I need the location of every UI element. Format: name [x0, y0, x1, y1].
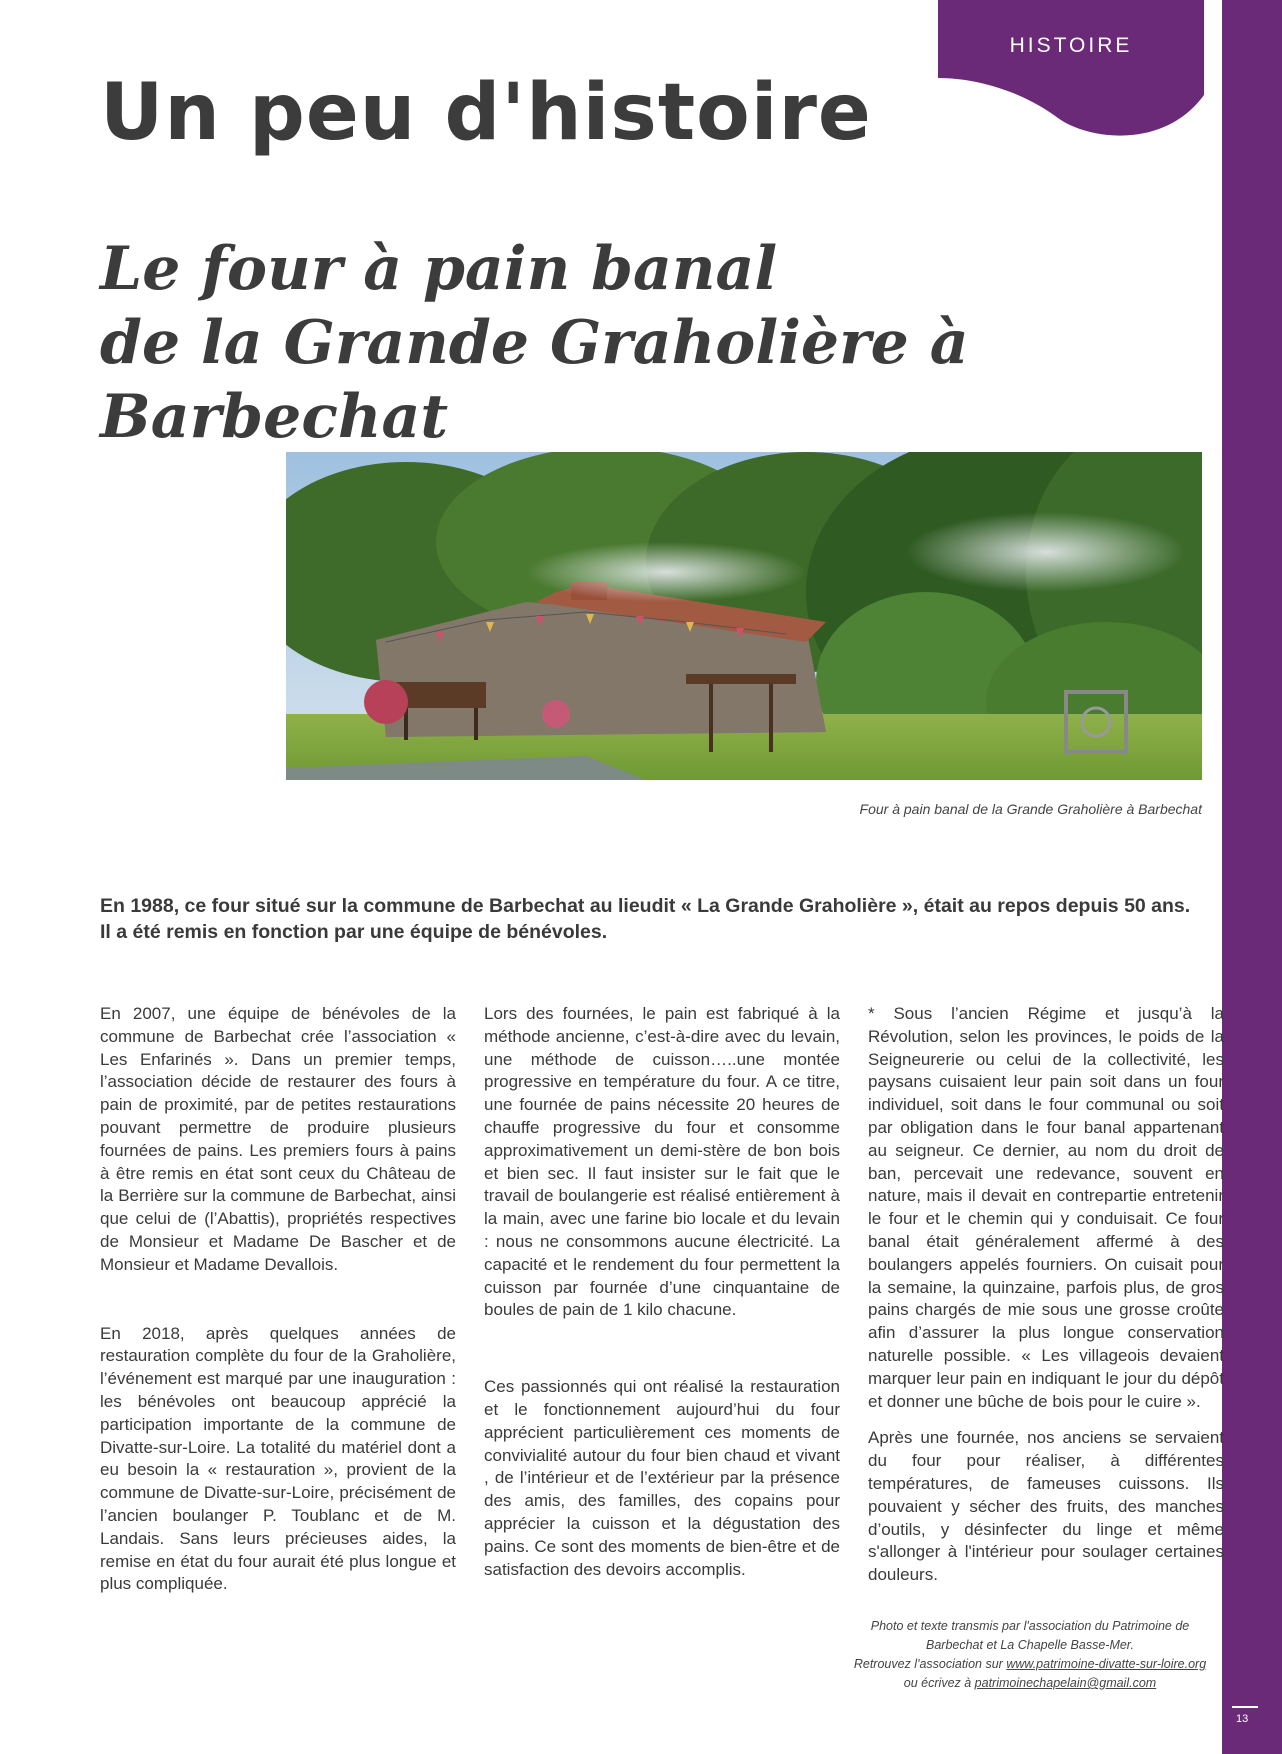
- column-2-paragraph-2: Ces passionnés qui ont réalisé la restauration et le fonctionnement aujourd’hui du four apprécient particulièrement ces moments de convivialité autour du four bien chaud et vivant , de l’intérieur et de l’extérieur par la présence des amis, des familles, des copains pour apprécier la cuisson et la dégustation des pains. Ce sont des moments de bien-être et de satisfaction des devoirs accomplis.: [484, 1377, 840, 1579]
- column-3-paragraph-2: Après une fournée, nos anciens se servaient du four pour réaliser, à différentes températures, de fameuses cuissons. Ils pouvaient y sécher des fruits, des manches d’outils, y désinfecter du linge et même s'allonger à l'intérieur pour soulager certaines douleurs.: [868, 1428, 1224, 1585]
- email-link[interactable]: patrimoinechapelain@gmail.com: [974, 1676, 1157, 1690]
- intro-paragraph: [100, 893, 1210, 945]
- bread-oven-photo: [286, 452, 1202, 780]
- photo-credits: [840, 1617, 1220, 1693]
- intro-line-1: En 1988, ce four situé sur la commune de Barbechat au lieudit « La Grande Graholière », était au repos depuis 50 ans.: [100, 895, 1191, 917]
- bread-oven-photo-illustration: [286, 452, 1202, 780]
- column-3: [868, 1003, 1224, 1587]
- intro-line-2: Il a été remis en fonction par une équipe de bénévoles.: [100, 921, 608, 943]
- page-title: Un peu d'histoire: [100, 68, 872, 158]
- page-number-rule: [1232, 1706, 1258, 1708]
- column-2: [484, 1003, 840, 1581]
- subtitle-line-2: de la Grande Graholière à Barbechat: [100, 308, 969, 452]
- credits-line-1: Photo et texte transmis par l'association du Patrimoine de: [870, 1619, 1190, 1633]
- column-2-paragraph-1: Lors des fournées, le pain est fabriqué à la méthode ancienne, c’est-à-dire avec du levain, une méthode de cuisson…..une montée progressive en température du four. A ce titre, une fournée de pains nécessite 20 heures de chauffe progressive du four et consomme approximativement un demi-stère de bon bois et bien sec. Il faut insister sur le fait que le travail de boulangerie est réalisé entièrement à la main, avec une farine bio locale et du levain : nous ne consommons aucune électricité. La capacité et le rendement du four permettent la cuisson par fournée d’une cinquantaine de boules de pain de 1 kilo chacune.: [484, 1004, 840, 1320]
- column-3-paragraph-1: * Sous l’ancien Régime et jusqu’à la Révolution, selon les provinces, le poids de la Seigneurerie ou celui de la collectivité, les paysans cuisaient leur pain soit dans un four individuel, soit dans le four communal ou soit par obligation dans le four banal appartenant au seigneur. Ce dernier, au nom du droit de ban, percevait une redevance, souvent en nature, mais il devait en contrepartie entretenir le four et le chemin qui y conduisait. Ce four banal était généralement affermé à des boulangers appelés fourniers. On cuisait pour la semaine, la quinzaine, parfois plus, de gros pains chargés de mie sous une grosse croûte afin d’assurer la plus longue conservation naturelle possible. « Les villageois devaient marquer leur pain en indiquant le jour du dépôt et donner une bûche de bois pour le cuire ».: [868, 1004, 1224, 1411]
- column-1-paragraph-2: En 2018, après quelques années de restauration complète du four de la Graholière, l’événement est marqué par une inauguration : les bénévoles ont beaucoup apprécié la participation importante de la commune de Divatte-sur-Loire. La totalité du matériel dont a eu besoin la « restauration », provient de la commune de Divatte-sur-Loire, précisément de l’ancien boulanger P. Toublanc et de M. Landais. Sans leurs précieuses aides, la remise en état du four aurait été plus longue et plus compliquée.: [100, 1323, 456, 1594]
- section-tab: [938, 0, 1204, 140]
- column-1-paragraph-1: En 2007, une équipe de bénévoles de la commune de Barbechat crée l’association « Les Enfarinés ». Dans un premier temps, l’association décide de restaurer des fours à pain de proximité, par de petites restaurations pouvant permettre de produire plusieurs fournées de pains. Les premiers fours à pains à être remis en état sont ceux du Château de la Berrière sur la commune de Barbechat, ainsi que celui de (l’Abattis), propriétés respectives de Monsieur et Madame De Bascher et de Monsieur et Madame Devallois.: [100, 1004, 456, 1274]
- column-1: [100, 1003, 456, 1596]
- credits-line-2: Barbechat et La Chapelle Basse-Mer.: [926, 1638, 1134, 1652]
- credits-line-3: [840, 1655, 1220, 1674]
- credits-email-prefix: ou écrivez à: [903, 1676, 975, 1690]
- subtitle-line-1: Le four à pain banal: [100, 234, 778, 304]
- website-link[interactable]: www.patrimoine-divatte-sur-loire.org: [1006, 1657, 1207, 1671]
- section-tab-label: HISTOIRE: [1009, 34, 1133, 57]
- credits-line-4: [840, 1674, 1220, 1693]
- photo-caption: Four à pain banal de la Grande Graholière à Barbechat: [859, 801, 1202, 817]
- purple-sidebar: [1222, 0, 1282, 1754]
- article-subtitle: [100, 232, 1100, 454]
- page-number: 13: [1236, 1713, 1249, 1725]
- credits-website-prefix: Retrouvez l'association sur: [853, 1657, 1007, 1671]
